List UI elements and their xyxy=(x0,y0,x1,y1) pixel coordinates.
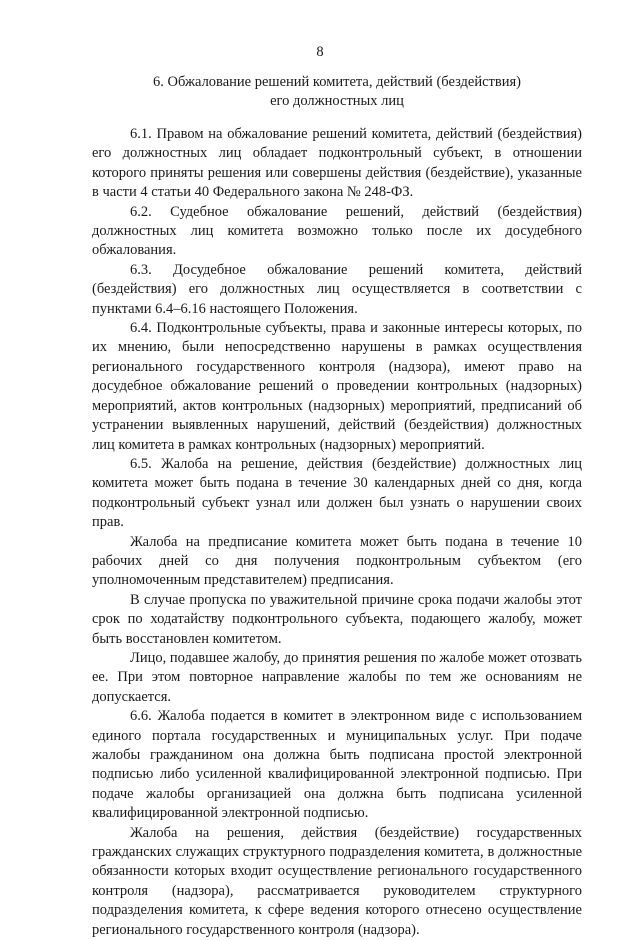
section-title xyxy=(92,73,582,111)
paragraph-6-5: 6.5. Жалоба на решение, действия (бездействие) должностных лиц комитета может быть подана в течение 30 календарных дней со дня, когда подконтрольный субъект узнал или должен был узнать о нарушении своих прав. xyxy=(92,455,582,531)
paragraph-6-1: 6.1. Правом на обжалование решений комитета, действий (бездействия) его должностных лиц обладает подконтрольный субъект, в отношении которого приняты решения или совершены действия (бездействие), указанные в части 4 статьи 40 Федерального закона № 248-ФЗ. xyxy=(92,126,582,201)
section-title-line-1: 6. Обжалование решений комитета, действий (бездействия) xyxy=(153,74,521,90)
page-number: 8 xyxy=(316,44,324,60)
paragraph-6-6: 6.6. Жалоба подается в комитет в электронном виде с использованием единого портала государственных и муниципальных услуг. При подаче жалобы гражданином она должна быть подписана простой электронной подписью либо усиленной квалифицированной электронной подписью. При подаче жалобы организацией она должна быть подписана усиленной квалифицированной электронной подписью. xyxy=(92,708,582,822)
paragraph-6-5-deadline-restore: В случае пропуска по уважительной причине срока подачи жалобы этот срок по ходатайству подконтрольного субъекта, подающего жалобу, может быть восстановлен комитетом. xyxy=(92,591,582,647)
paragraph-6-3: 6.3. Досудебное обжалование решений комитета, действий (бездействия) его должностных лиц осуществляется в соответствии с пунктами 6.4–6.16 настоящего Положения. xyxy=(92,261,582,317)
document-body xyxy=(92,125,582,940)
paragraph-6-4: 6.4. Подконтрольные субъекты, права и законные интересы которых, по их мнению, были непосредственно нарушены в рамках осуществления регионального государственного контроля (надзора), имеют право на досудебное обжалование решений о проведении контрольных (надзорных) мероприятий, актов контрольных (надзорных) мероприятий, предписаний об устранении выявленных нарушений, действий (бездействия) должностных лиц комитета в рамках контрольных (надзорных) мероприятий. xyxy=(92,320,582,453)
section-title-line-2: его должностных лиц xyxy=(270,93,404,109)
paragraph-6-2: 6.2. Судебное обжалование решений, действий (бездействия) должностных лиц комитета возможно только после их досудебного обжалования. xyxy=(92,203,582,259)
paragraph-6-5-prescription: Жалоба на предписание комитета может быть подана в течение 10 рабочих дней со дня получения подконтрольным субъектом (его уполномоченным представителем) предписания. xyxy=(92,533,582,589)
paragraph-6-5-withdrawal: Лицо, подавшее жалобу, до принятия решения по жалобе может отозвать ее. При этом повторное направление жалобы по тем же основаниям не допускается. xyxy=(92,649,582,705)
paragraph-6-6-review: Жалоба на решения, действия (бездействие) государственных гражданских служащих структурного подразделения комитета, в должностные обязанности которых входит осуществление регионального государственного контроля (надзора), рассматривается руководителем структурного подразделения комитета, к сфере ведения которого отнесено осуществление регионального государственного контроля (надзора). xyxy=(92,824,582,938)
